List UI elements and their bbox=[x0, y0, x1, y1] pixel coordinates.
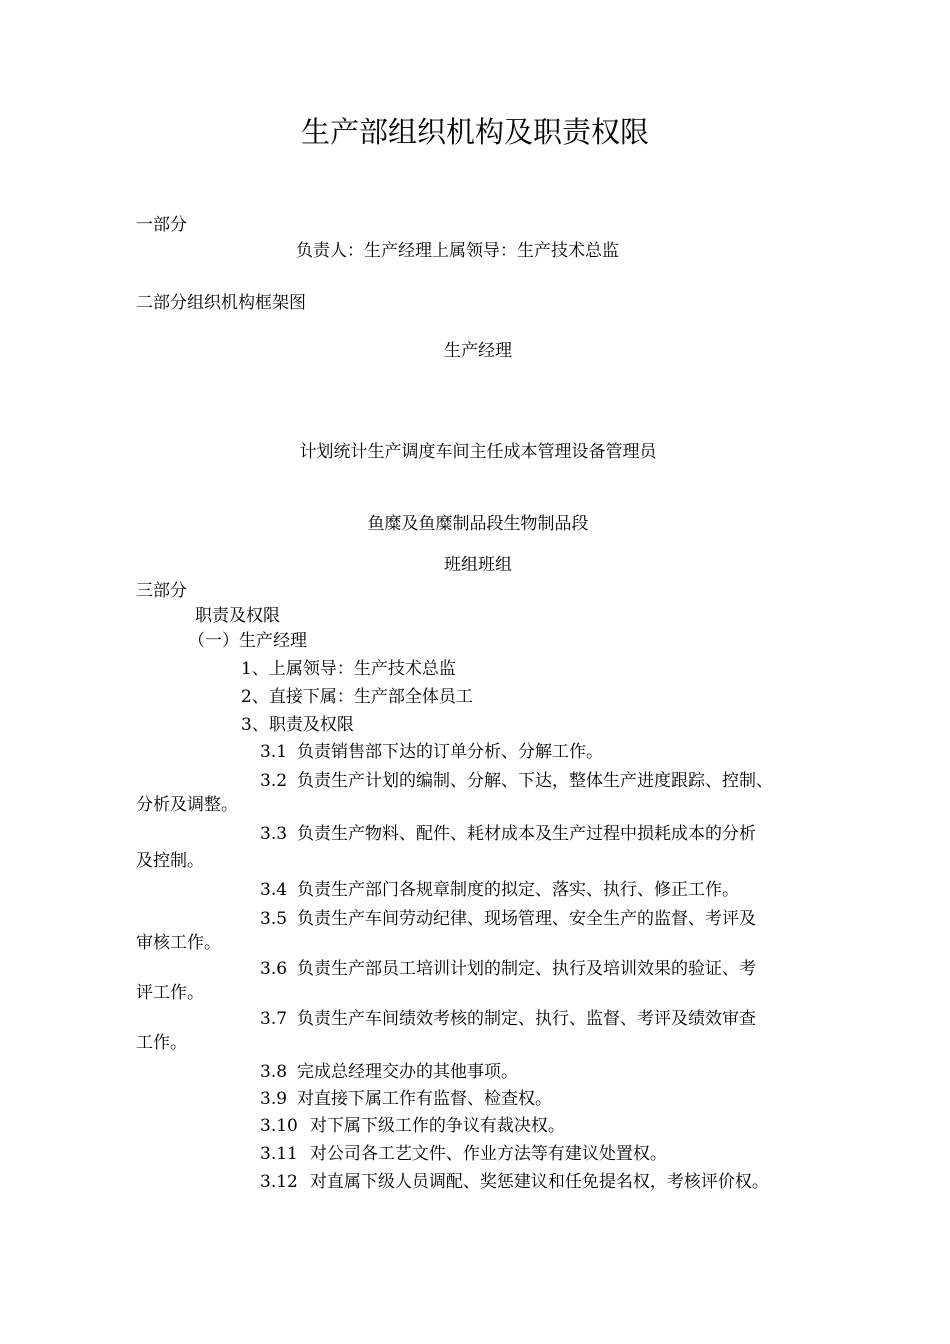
responsible-line: 负责人：生产经理上属领导：生产技术总监 bbox=[296, 241, 619, 261]
org-chart-level2: 计划统计生产调度车间主任成本管理设备管理员 bbox=[299, 442, 657, 462]
org-chart-level4: 班组班组 bbox=[444, 555, 512, 575]
duty-item-continued: 分析及调整。 bbox=[136, 795, 238, 815]
duty-item-continued: 审核工作。 bbox=[136, 933, 221, 953]
duty-item: 3.10 对下属下级工作的争议有裁决权。 bbox=[260, 1116, 565, 1136]
duty-item: 3.1 负责销售部下达的订单分析、分解工作。 bbox=[260, 742, 604, 762]
item-superior: 1、上属领导：生产技术总监 bbox=[241, 659, 456, 679]
duty-item-continued: 及控制。 bbox=[136, 851, 204, 871]
part1-heading: 一部分 bbox=[136, 215, 187, 235]
part2-heading: 二部分组织机构框架图 bbox=[136, 293, 306, 313]
duty-item: 3.11 对公司各工艺文件、作业方法等有建议处置权。 bbox=[260, 1144, 667, 1164]
duty-item: 3.4 负责生产部门各规章制度的拟定、落实、执行、修正工作。 bbox=[260, 880, 740, 900]
section-title: （一）生产经理 bbox=[188, 631, 307, 651]
duty-item-continued: 工作。 bbox=[136, 1033, 187, 1053]
duty-item: 3.2 负责生产计划的编制、分解、下达，整体生产进度跟踪、控制、 bbox=[260, 771, 774, 791]
org-chart-level3: 鱼糜及鱼糜制品段生物制品段 bbox=[367, 514, 589, 534]
duty-item: 3.7 负责生产车间绩效考核的制定、执行、监督、考评及绩效审查 bbox=[260, 1009, 757, 1029]
duty-item: 3.8 完成总经理交办的其他事项。 bbox=[260, 1062, 519, 1082]
org-chart-top: 生产经理 bbox=[444, 341, 512, 361]
duty-item: 3.5 负责生产车间劳动纪律、现场管理、安全生产的监督、考评及 bbox=[260, 909, 757, 929]
page-title: 生产部组织机构及职责权限 bbox=[300, 115, 649, 149]
duty-item: 3.3 负责生产物料、配件、耗材成本及生产过程中损耗成本的分析 bbox=[260, 824, 757, 844]
part3-heading: 三部分 bbox=[136, 581, 187, 601]
item-duties: 3、职责及权限 bbox=[241, 715, 354, 735]
part3-subheading: 职责及权限 bbox=[195, 606, 280, 626]
duty-item: 3.6 负责生产部员工培训计划的制定、执行及培训效果的验证、考 bbox=[260, 959, 757, 979]
item-subordinate: 2、直接下属：生产部全体员工 bbox=[241, 687, 473, 707]
duty-item-continued: 评工作。 bbox=[136, 983, 204, 1003]
duty-item: 3.12 对直属下级人员调配、奖惩建议和任免提名权，考核评价权。 bbox=[260, 1172, 769, 1192]
duty-item: 3.9 对直接下属工作有监督、检查权。 bbox=[260, 1089, 553, 1109]
